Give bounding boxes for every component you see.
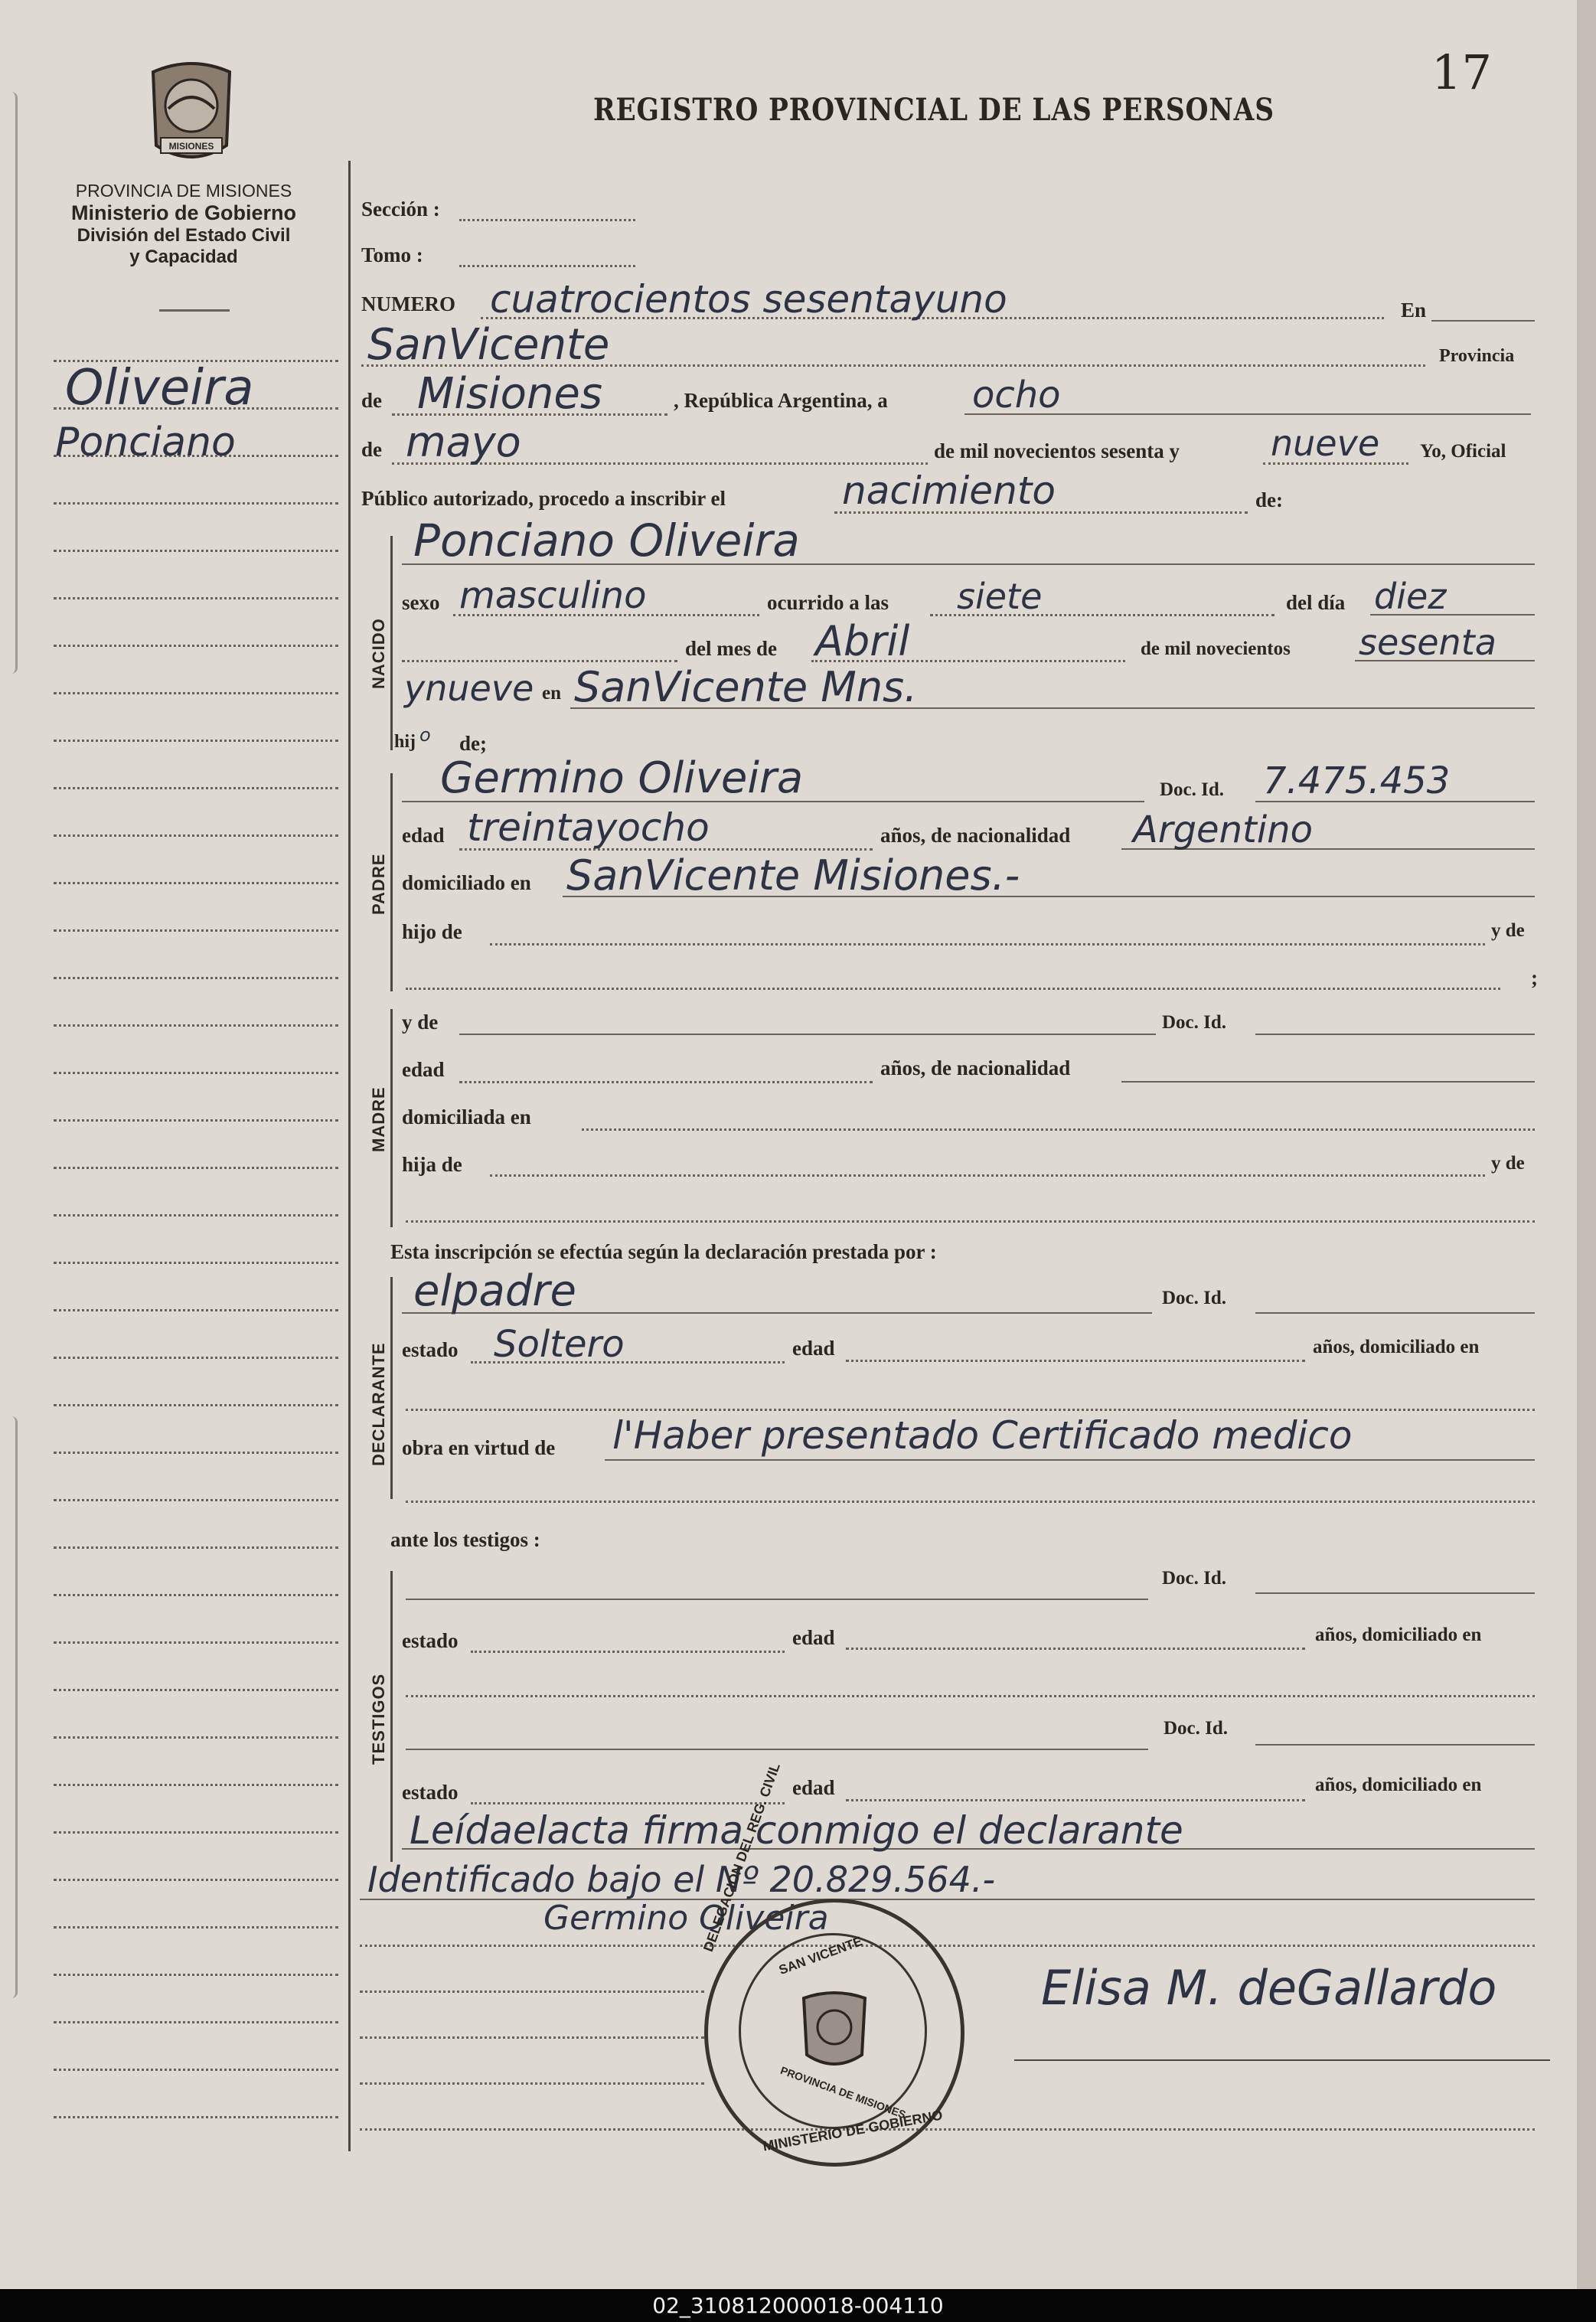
firma-oficial-line xyxy=(1014,2059,1550,2061)
firma-declarante: Germino Oliveira xyxy=(543,1899,829,1938)
nacido-rule xyxy=(390,536,393,750)
margin-ruled-line xyxy=(54,550,338,552)
testigo2-estado-line xyxy=(471,1802,785,1804)
padre-hijo-de-label: hijo de xyxy=(402,920,462,943)
margin-ruled-line xyxy=(54,787,338,789)
madre-domicilio-label: domiciliada en xyxy=(402,1105,531,1128)
de-label-2: de xyxy=(361,438,382,461)
margin-ruled-line xyxy=(54,1784,338,1786)
margin-ruled-line xyxy=(54,1689,338,1691)
madre-domicilio-line xyxy=(582,1128,1535,1131)
margin-ruled-line xyxy=(54,834,338,837)
signature-line-5 xyxy=(360,2128,1535,2131)
margin-ruled-line xyxy=(54,1262,338,1264)
testigo1-domicilio-line xyxy=(406,1695,1535,1697)
padre-nombre-value: Germino Oliveira xyxy=(440,753,804,803)
mes-value: mayo xyxy=(406,418,521,466)
nacido-side-label: NACIDO xyxy=(369,618,388,689)
madre-y-de-label: y de xyxy=(402,1011,439,1034)
testigo1-doc-line xyxy=(1255,1592,1535,1594)
declarante-domicilio-line xyxy=(406,1409,1535,1411)
testigo2-anos-dom-label: años, domiciliado en xyxy=(1315,1775,1482,1795)
padre-hijo-de-line xyxy=(490,943,1485,945)
numero-value: cuatrocientos sesentayuno xyxy=(490,277,1007,322)
margin-ruled-line xyxy=(54,1499,338,1501)
madre-side-label: MADRE xyxy=(369,1086,388,1152)
margin-ruled-line xyxy=(54,1926,338,1928)
padre-nacionalidad-value: Argentino xyxy=(1133,808,1313,851)
de-mil-label: de mil novecientos sesenta y xyxy=(934,439,1180,462)
stamp-crest-icon xyxy=(796,1991,873,2075)
madre-hija-de-line xyxy=(490,1174,1485,1177)
margin-ruled-line xyxy=(54,1024,338,1027)
margin-ruled-line xyxy=(54,502,338,505)
de-mil-2-label: de mil novecientos xyxy=(1141,638,1291,659)
madre-y-de-label-2: y de xyxy=(1491,1153,1525,1174)
margin-ruled-line xyxy=(54,1357,338,1359)
stamp-bottom-text: MINISTERIO DE GOBIERNO xyxy=(761,2107,944,2154)
issuer-division: División del Estado Civil xyxy=(77,225,291,246)
declarante-estado-label: estado xyxy=(402,1338,459,1361)
testigo2-edad-line xyxy=(846,1799,1305,1801)
margin-ruled-line xyxy=(54,1594,338,1596)
margin-ruled-line xyxy=(54,1974,338,1976)
leida-value: Leídaelacta firma conmigo el declarante xyxy=(410,1808,1183,1853)
madre-doc-line xyxy=(1255,1034,1535,1035)
madre-edad-line xyxy=(459,1081,873,1083)
padre-doc-label: Doc. Id. xyxy=(1160,779,1225,800)
margin-ruled-line xyxy=(54,1879,338,1881)
padre-anos-nac-label: años, de nacionalidad xyxy=(880,824,1071,847)
testigo2-edad-label: edad xyxy=(792,1776,835,1799)
del-mes-pre-line xyxy=(402,660,677,662)
issuer-divider xyxy=(159,309,230,312)
padre-rule xyxy=(390,773,393,991)
margin-surname: Oliveira xyxy=(65,360,254,416)
testigos-rule xyxy=(390,1571,393,1862)
padre-y-de-label: y de xyxy=(1491,920,1525,941)
stamp-inner-text: SAN VICENTE xyxy=(777,1934,864,1978)
margin-ruled-line xyxy=(54,1641,338,1644)
crest-label: MISIONES xyxy=(168,141,214,152)
form-title: REGISTRO PROVINCIAL DE LAS PERSONAS xyxy=(593,92,1275,128)
padre-side-label: PADRE xyxy=(369,853,388,915)
padre-abuelos-line xyxy=(406,988,1500,990)
margin-ruled-line xyxy=(54,1736,338,1739)
madre-rule xyxy=(390,1009,393,1227)
madre-abuelos-line xyxy=(406,1220,1535,1223)
hora-value: siete xyxy=(957,576,1043,617)
declarante-value: elpadre xyxy=(413,1266,576,1316)
hij-suffix: o xyxy=(419,724,431,746)
tomo-line xyxy=(459,265,635,267)
margin-ruled-line xyxy=(54,1309,338,1311)
lugar-nac-value: SanVicente Mns. xyxy=(574,663,918,711)
scan-id-footer: 02_310812000018-004110 xyxy=(0,2289,1596,2322)
madre-hija-de-label: hija de xyxy=(402,1153,462,1176)
firma-oficial: Elisa M. deGallardo xyxy=(1041,1960,1497,2016)
padre-domicilio-value: SanVicente Misiones.- xyxy=(566,851,1020,900)
numero-label: NUMERO xyxy=(361,292,455,315)
binder-fold-bottom xyxy=(5,1416,18,1998)
declarante-estado-value: Soltero xyxy=(494,1323,625,1366)
madre-edad-label: edad xyxy=(402,1058,445,1081)
de-colon-label: de: xyxy=(1255,488,1283,511)
ante-testigos-label: ante los testigos : xyxy=(390,1528,540,1551)
en-label: En xyxy=(1401,299,1427,322)
margin-ruled-line xyxy=(54,692,338,694)
seccion-label: Sección : xyxy=(361,198,440,220)
margin-ruled-line xyxy=(54,1831,338,1834)
issuer-province: PROVINCIA DE MISIONES xyxy=(75,181,292,201)
padre-domicilio-label: domiciliado en xyxy=(402,871,531,894)
issuer-block xyxy=(23,181,344,268)
declarante-doc-label: Doc. Id. xyxy=(1162,1288,1227,1308)
testigo2-line xyxy=(406,1749,1148,1750)
sexo-value: masculino xyxy=(459,574,647,617)
provincia-value: Misiones xyxy=(417,369,602,419)
testigo1-doc-label: Doc. Id. xyxy=(1162,1568,1227,1589)
misiones-crest-icon xyxy=(138,55,245,170)
padre-semicolon: ; xyxy=(1531,966,1538,989)
obra-line xyxy=(605,1459,1535,1461)
margin-ruled-line xyxy=(54,1546,338,1549)
margin-ruled-line xyxy=(54,2116,338,2118)
de-semicolon-label: de; xyxy=(459,732,487,755)
testigo1-edad-label: edad xyxy=(792,1626,835,1649)
signature-line-3 xyxy=(360,2036,704,2039)
obra-value: l'Haber presentado Certificado medico xyxy=(612,1413,1353,1458)
del-mes-label: del mes de xyxy=(685,637,777,660)
provincia-label: Provincia xyxy=(1439,346,1515,366)
testigo1-anos-dom-label: años, domiciliado en xyxy=(1315,1625,1482,1645)
margin-ruled-line xyxy=(54,1167,338,1169)
margin-ruled-line xyxy=(54,2021,338,2023)
del-dia-label: del día xyxy=(1286,591,1346,614)
en-2-label: en xyxy=(542,683,561,704)
padre-edad-label: edad xyxy=(402,824,445,847)
signature-line-4 xyxy=(360,2082,704,2085)
margin-ruled-line xyxy=(54,2069,338,2071)
margin-ruled-line xyxy=(54,1214,338,1217)
margin-ruled-line xyxy=(54,1072,338,1074)
madre-anos-nac-label: años, de nacionalidad xyxy=(880,1056,1071,1079)
padre-doc-value: 7.475.453 xyxy=(1263,759,1451,802)
madre-doc-label: Doc. Id. xyxy=(1162,1012,1227,1033)
padre-edad-value: treintayocho xyxy=(467,805,710,850)
testigo1-estado-line xyxy=(471,1651,785,1653)
testigo2-estado-label: estado xyxy=(402,1781,459,1804)
issuer-ministry: Ministerio de Gobierno xyxy=(70,201,297,224)
madre-nombre-line xyxy=(459,1034,1156,1035)
testigos-side-label: TESTIGOS xyxy=(369,1673,388,1765)
anio-value: nueve xyxy=(1271,423,1380,464)
binder-fold-top xyxy=(5,92,18,674)
signature-line-2 xyxy=(360,1991,704,1993)
margin-ruled-line xyxy=(54,597,338,599)
testigo1-edad-line xyxy=(846,1648,1305,1650)
stamp-outer-text: DELEGACION DEL REG. CIVIL xyxy=(700,1761,783,1954)
declarante-doc-line xyxy=(1255,1312,1535,1314)
publico-label: Público autorizado, procedo a inscribir el xyxy=(361,487,726,510)
dia-nac-value: diez xyxy=(1374,576,1447,617)
margin-ruled-line xyxy=(54,929,338,932)
anio-nac-value-b: ynueve xyxy=(404,668,534,709)
right-edge-shadow xyxy=(1577,0,1596,2289)
testigo2-doc-line xyxy=(1255,1744,1535,1746)
yo-oficial-label: Yo, Oficial xyxy=(1420,441,1506,462)
declarante-rule xyxy=(390,1277,393,1499)
testigo2-doc-label: Doc. Id. xyxy=(1164,1718,1229,1739)
madre-nac-line xyxy=(1121,1081,1535,1083)
declarante-anos-dom-label: años, domiciliado en xyxy=(1313,1337,1480,1357)
seccion-line xyxy=(459,219,635,221)
stamp-province-text: PROVINCIA DE MISIONES xyxy=(778,2063,908,2121)
ocurrido-label: ocurrido a las xyxy=(767,591,889,614)
margin-ruled-line xyxy=(54,1119,338,1122)
obra-label: obra en virtud de xyxy=(402,1436,556,1459)
republica-label: , República Argentina, a xyxy=(674,389,888,412)
obra-line-2 xyxy=(406,1501,1535,1503)
testigo1-line xyxy=(406,1599,1148,1600)
issuer-division-2: y Capacidad xyxy=(129,247,238,267)
de-label-1: de xyxy=(361,389,382,412)
margin-ruled-line xyxy=(54,977,338,979)
sexo-label: sexo xyxy=(402,591,440,614)
nombre-value: Ponciano Oliveira xyxy=(413,514,800,567)
margin-ruled-line xyxy=(54,740,338,742)
declarante-side-label: DECLARANTE xyxy=(369,1342,388,1466)
anio-nac-value-a: sesenta xyxy=(1359,622,1496,663)
margin-ruled-line xyxy=(54,1404,338,1406)
declarante-edad-label: edad xyxy=(792,1337,835,1360)
margin-ruled-line xyxy=(54,1452,338,1454)
inscripcion-label: Esta inscripción se efectúa según la declaración prestada por : xyxy=(390,1240,937,1263)
acto-value: nacimiento xyxy=(842,469,1056,513)
page-number: 17 xyxy=(1431,44,1492,100)
testigo1-estado-label: estado xyxy=(402,1629,459,1652)
mes-nac-value: Abril xyxy=(815,617,910,665)
hij-label: hij xyxy=(394,732,416,752)
en-line xyxy=(1431,320,1535,322)
signature-line-1 xyxy=(360,1945,1535,1947)
dia-value: ocho xyxy=(972,374,1061,416)
margin-given-name: Ponciano xyxy=(55,420,236,465)
margin-ruled-line xyxy=(54,645,338,647)
lugar-value: SanVicente xyxy=(367,320,610,370)
margin-ruled-line xyxy=(54,882,338,884)
declarante-edad-line xyxy=(846,1360,1305,1362)
main-column-rule xyxy=(348,161,351,2151)
identificado-value: Identificado bajo el Nº 20.829.564.- xyxy=(367,1859,996,1900)
tomo-label: Tomo : xyxy=(361,243,423,266)
